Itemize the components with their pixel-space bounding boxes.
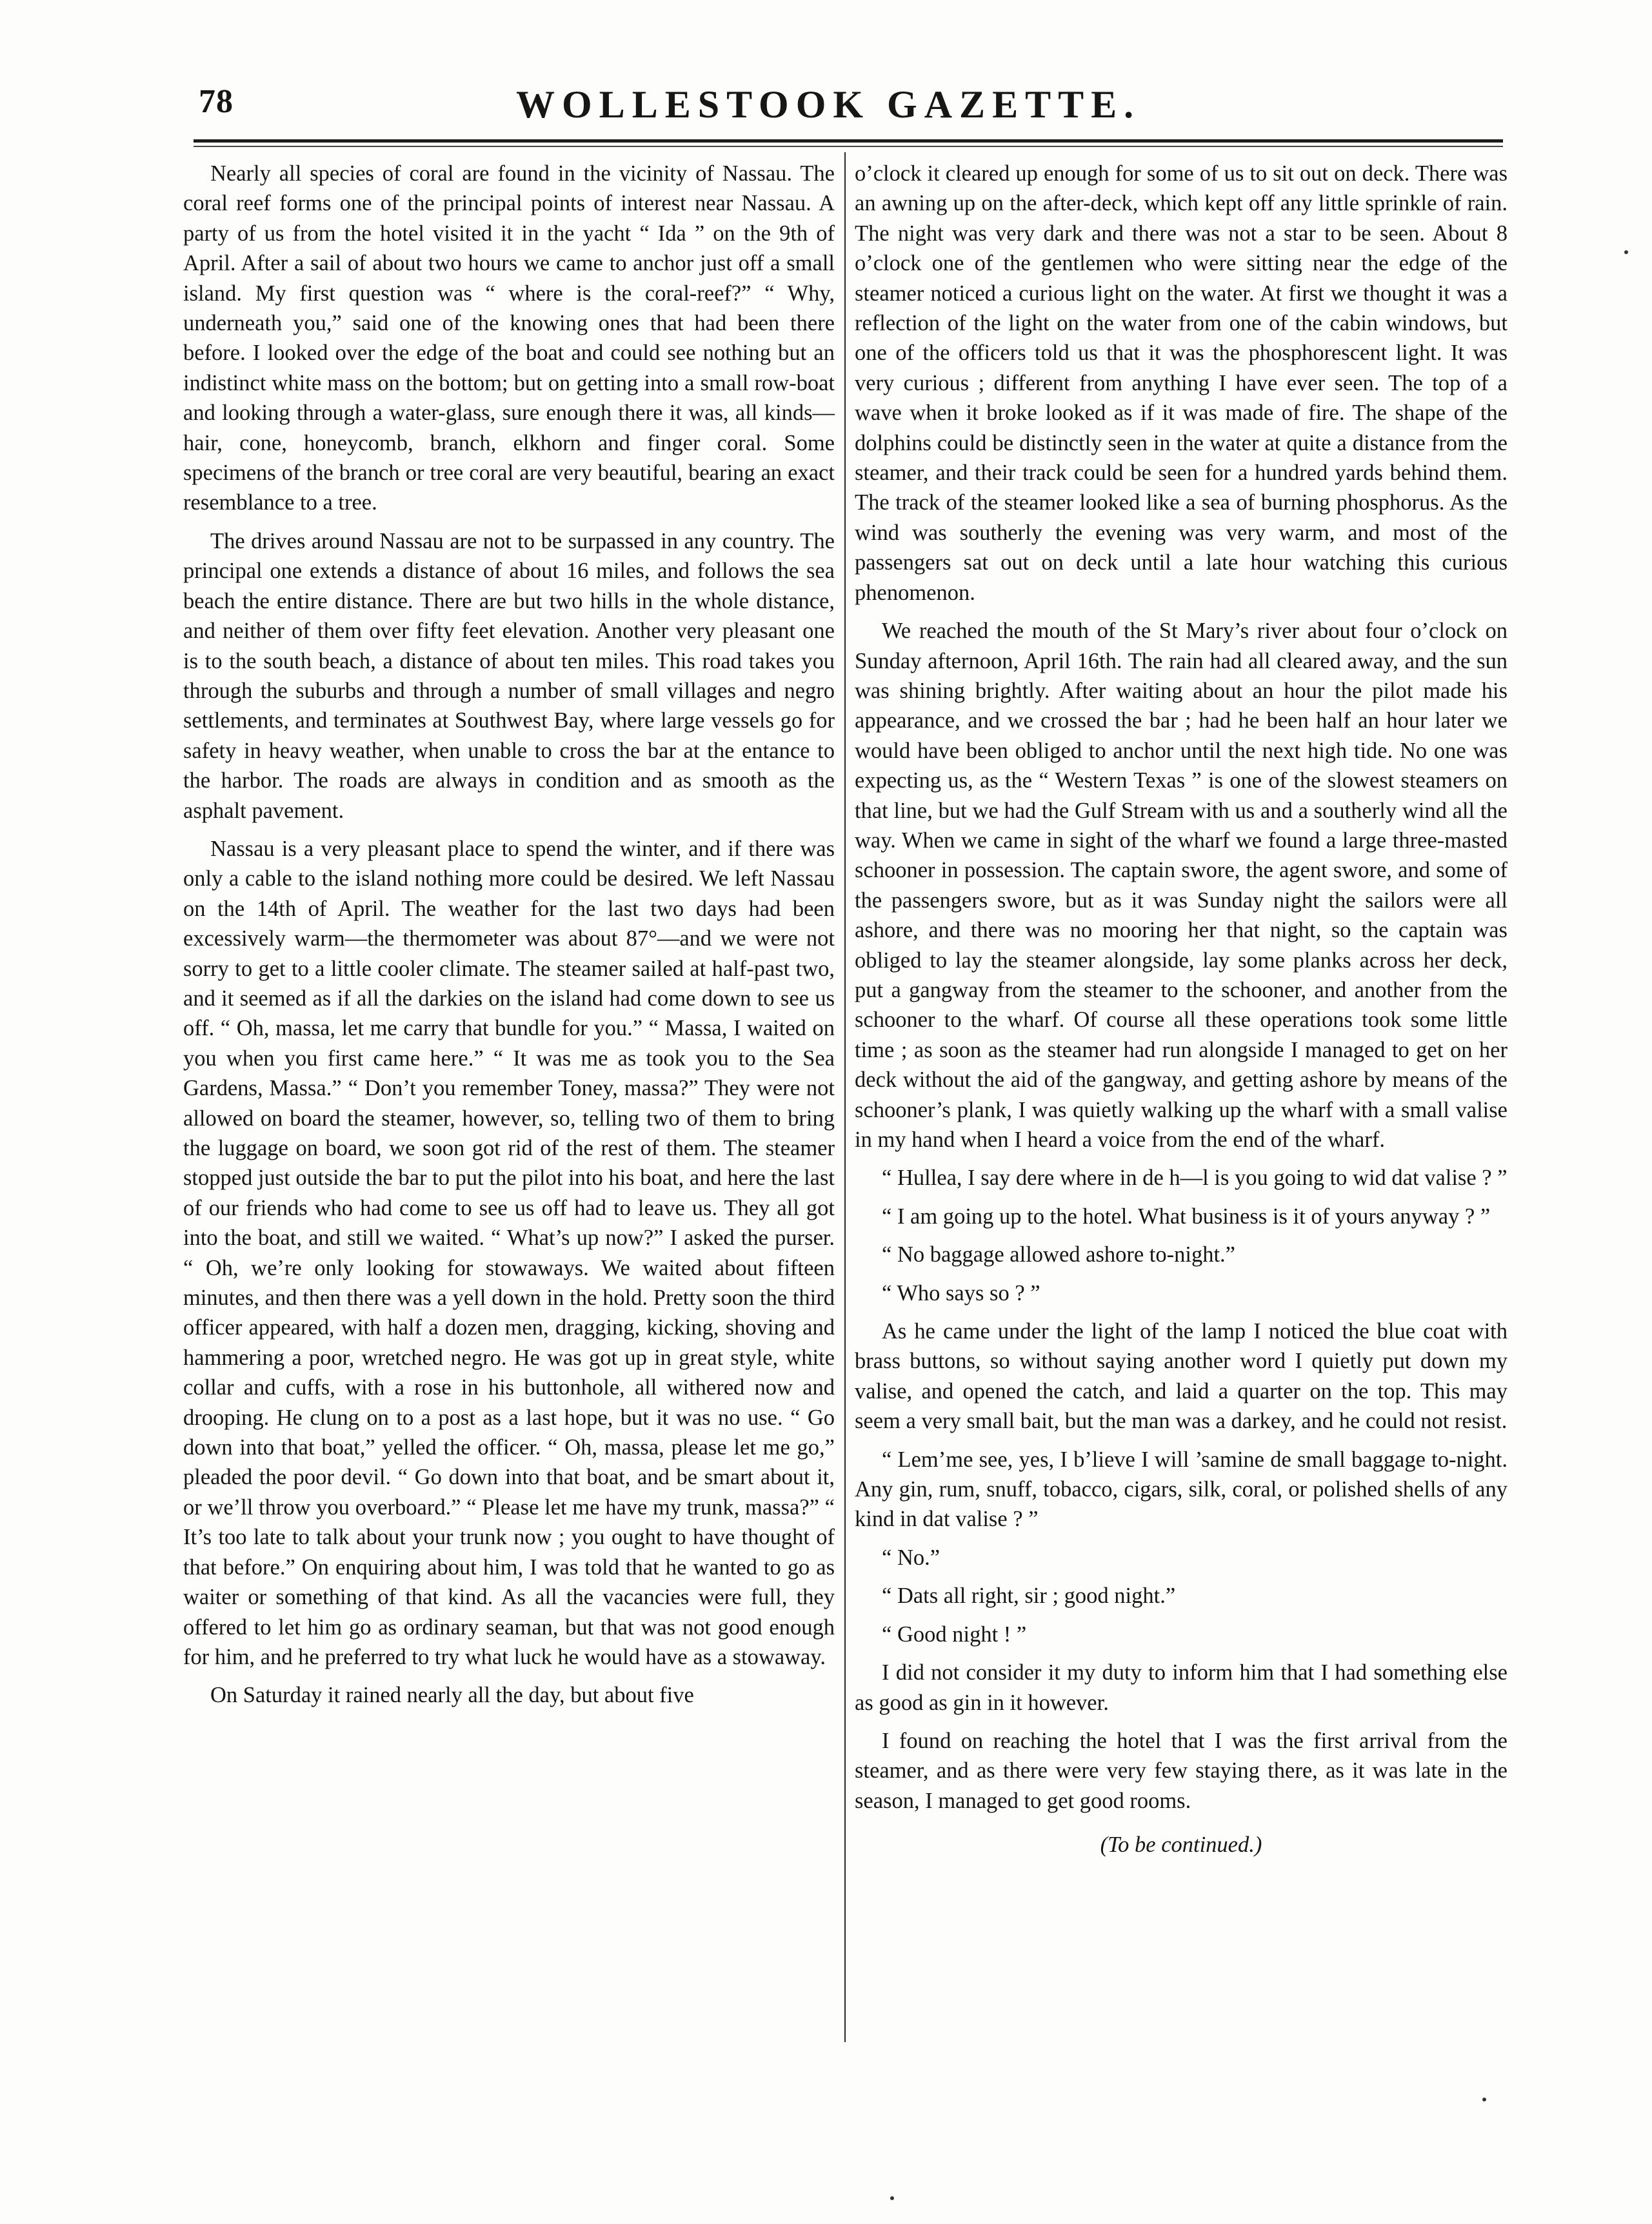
paragraph: The drives around Nassau are not to be surpassed in any country. The principal one extends a distance of about 16 miles, and follows the sea beach the entire distance. There are but two hills in the whole distance, and neither of them over fifty feet elevation. Another very pleasant one is to the south beach, a distance of about ten miles. This road takes you through the suburbs and through a number of small villages and negro settlements, and terminates at Southwest Bay, where large vessels go for safety in heavy weather, when unable to cross the bar at the entance to the harbor. The roads are always in condition and as smooth as the asphalt pavement.	[183, 528, 835, 823]
print-speck	[1624, 250, 1628, 254]
print-speck	[890, 2196, 894, 2200]
paragraph: As he came under the light of the lamp I noticed the blue coat with brass buttons, so without saying another word I quietly put down my valise, and opened the catch, and laid a quarter on the top. This may seem a very small bait, but the man was a darkey, and he could not resist.	[855, 1319, 1508, 1434]
paragraph: On Saturday it rained nearly all the day, but about five	[210, 1683, 694, 1708]
paragraph: “ No baggage allowed ashore to-night.”	[882, 1242, 1235, 1267]
paragraph: We reached the mouth of the St Mary’s river about four o’clock on Sunday afternoon, April 16th. The rain had all cleared away, and the sun was shining brightly. After waiting about an hour the pilot made his appearance, and we crossed the bar ; had he been half an hour later we would have been obliged to anchor until the next high tide. No one was expecting us, as the “ Western Texas ” is one of the slowest steamers on that line, but we had the Gulf Stream with us and a southerly wind all the way. When we came in sight of the wharf we found a large three-masted schooner in possession. The captain swore, the agent swore, and some of the passengers swore, but as it was Sunday night the sailors were all ashore, and there was no mooring her that night, so the captain was obliged to lay the steamer alongside, lay some planks across her deck, put a gangway from the steamer to the schooner, and another from the schooner to the wharf. Of course all these operations took some little time ; as soon as the steamer had run alongside I managed to get on her deck without the aid of the gangway, and getting ashore by means of the schooner’s plank, I was quietly walking up the wharf with a small valise in my hand when I heard a voice from the end of the wharf.	[855, 619, 1508, 1152]
paragraph: “ Good night ! ”	[882, 1622, 1027, 1647]
paragraph: o’clock it cleared up enough for some of us to sit out on deck. There was an awning up on the after-deck, which kept off any little sprinkle of rain. The night was very dark and there was not a star to be seen. About 8 o’clock one of the gentlemen who were sitting near the edge of the steamer noticed a curious light on the water. At first we thought it was a reflection of the light on the water from one of the cabin windows, but one of the officers told us that it was the phosphorescent light. It was very curious ; different from anything I have ever seen. The top of a wave when it broke looked as if it was made of fire. The shape of the dolphins could be distinctly seen in the water at quite a distance from the steamer, and their track could be seen for a hundred yards behind them. The track of the steamer looked like a sea of burning phosphorus. As the wind was southerly the evening was very warm, and most of the passengers sat out on deck until a late hour watching this curious phenomenon.	[855, 161, 1508, 605]
header-rule-thick	[194, 139, 1503, 143]
header-rule-thin	[194, 146, 1503, 147]
publication-title: WOLLESTOOK GAZETTE.	[516, 83, 1141, 126]
paragraph: “ Who says so ? ”	[882, 1280, 1040, 1306]
paragraph: Nearly all species of coral are found in the vicinity of Nassau. The coral reef forms one of the principal points of interest near Nassau. A party of us from the hotel visited it in the yacht “ Ida ” on the 9th of April. After a sail of about two hours we came to anchor just off a small island. My first question was “ where is the coral-reef?” “ Why, underneath you,” said one of the knowing ones that had been there before. I looked over the edge of the boat and could see nothing but an indistinct white mass on the bottom; but on getting into a small row-boat and looking through a water-glass, sure enough there it was, all kinds—hair, cone, honeycomb, branch, elkhorn and finger coral. Some specimens of the branch or tree coral are very beautiful, bearing an exact resemblance to a tree.	[183, 161, 835, 515]
paragraph: I did not consider it my duty to inform him that I had something else as good as gin in it however.	[855, 1660, 1508, 1715]
paragraph: I found on reaching the hotel that I was the first arrival from the steamer, and as there were very few staying there, as it was late in the season, I managed to get good rooms.	[855, 1728, 1508, 1813]
page-number: 78	[199, 83, 234, 120]
to-be-continued: (To be continued.)	[1100, 1832, 1262, 1858]
print-speck	[1482, 2098, 1486, 2101]
paragraph: “ Dats all right, sir ; good night.”	[882, 1584, 1176, 1609]
right-column	[855, 159, 1508, 1869]
paragraph: “ No.”	[882, 1545, 940, 1570]
paragraph: “ Hullea, I say dere where in de h—l is you going to wid dat valise ? ”	[882, 1166, 1508, 1191]
paragraph: Nassau is a very pleasant place to spend the winter, and if there was only a cable to the island nothing more could be desired. We left Nassau on the 14th of April. The weather for the last two days had been excessively warm—the thermometer was about 87°—and we were not sorry to get to a little cooler climate. The steamer sailed at half-past two, and it seemed as if all the darkies on the island had come down to see us off. “ Oh, massa, let me carry that bundle for you.” “ Massa, I waited on you when you first came here.” “ It was me as took you to the Sea Gardens, Massa.” “ Don’t you remember Toney, massa?” They were not allowed on board the steamer, however, so, telling two of them to bring the luggage on board, we soon got rid of the rest of them. The steamer stopped just outside the bar to put the pilot into his boat, and here the last of our friends who had come to see us off had to leave us. They all got into the boat, and still we waited. “ What’s up now?” I asked the purser. “ Oh, we’re only looking for stowaways. We waited about fifteen minutes, and then there was a yell down in the hold. Pretty soon the third officer appeared, with half a dozen men, dragging, kicking, shoving and hammering a poor, wretched negro. He was got up in great style, white collar and cuffs, with a rose in his buttonhole, all withered now and drooping. He clung on to a post as a last hope, but it was no use. “ Go down into that boat,” yelled the officer. “ Oh, massa, please let me go,” pleaded the poor devil. “ Go down into that boat, and be smart about it, or we’ll throw you overboard.” “ Please let me have my trunk, massa?” “ It’s too late to talk about your trunk now ; you ought to have thought of that before.” On enquiring about him, I was told that he wanted to go as waiter or something of that kind. As all the vacancies were full, they offered to let him go as ordinary seaman, but that was not good enough for him, and he preferred to try what luck he would have as a stowaway.	[183, 836, 835, 1669]
column-divider	[844, 152, 846, 2042]
paragraph: “ I am going up to the hotel. What business is it of yours anyway ? ”	[882, 1204, 1491, 1229]
left-column	[183, 159, 835, 1719]
paragraph: “ Lem’me see, yes, I b’lieve I will ’samine de small baggage to-night. Any gin, rum, snuff, tobacco, cigars, silk, coral, or polished shells of any kind in dat valise ? ”	[855, 1447, 1508, 1532]
